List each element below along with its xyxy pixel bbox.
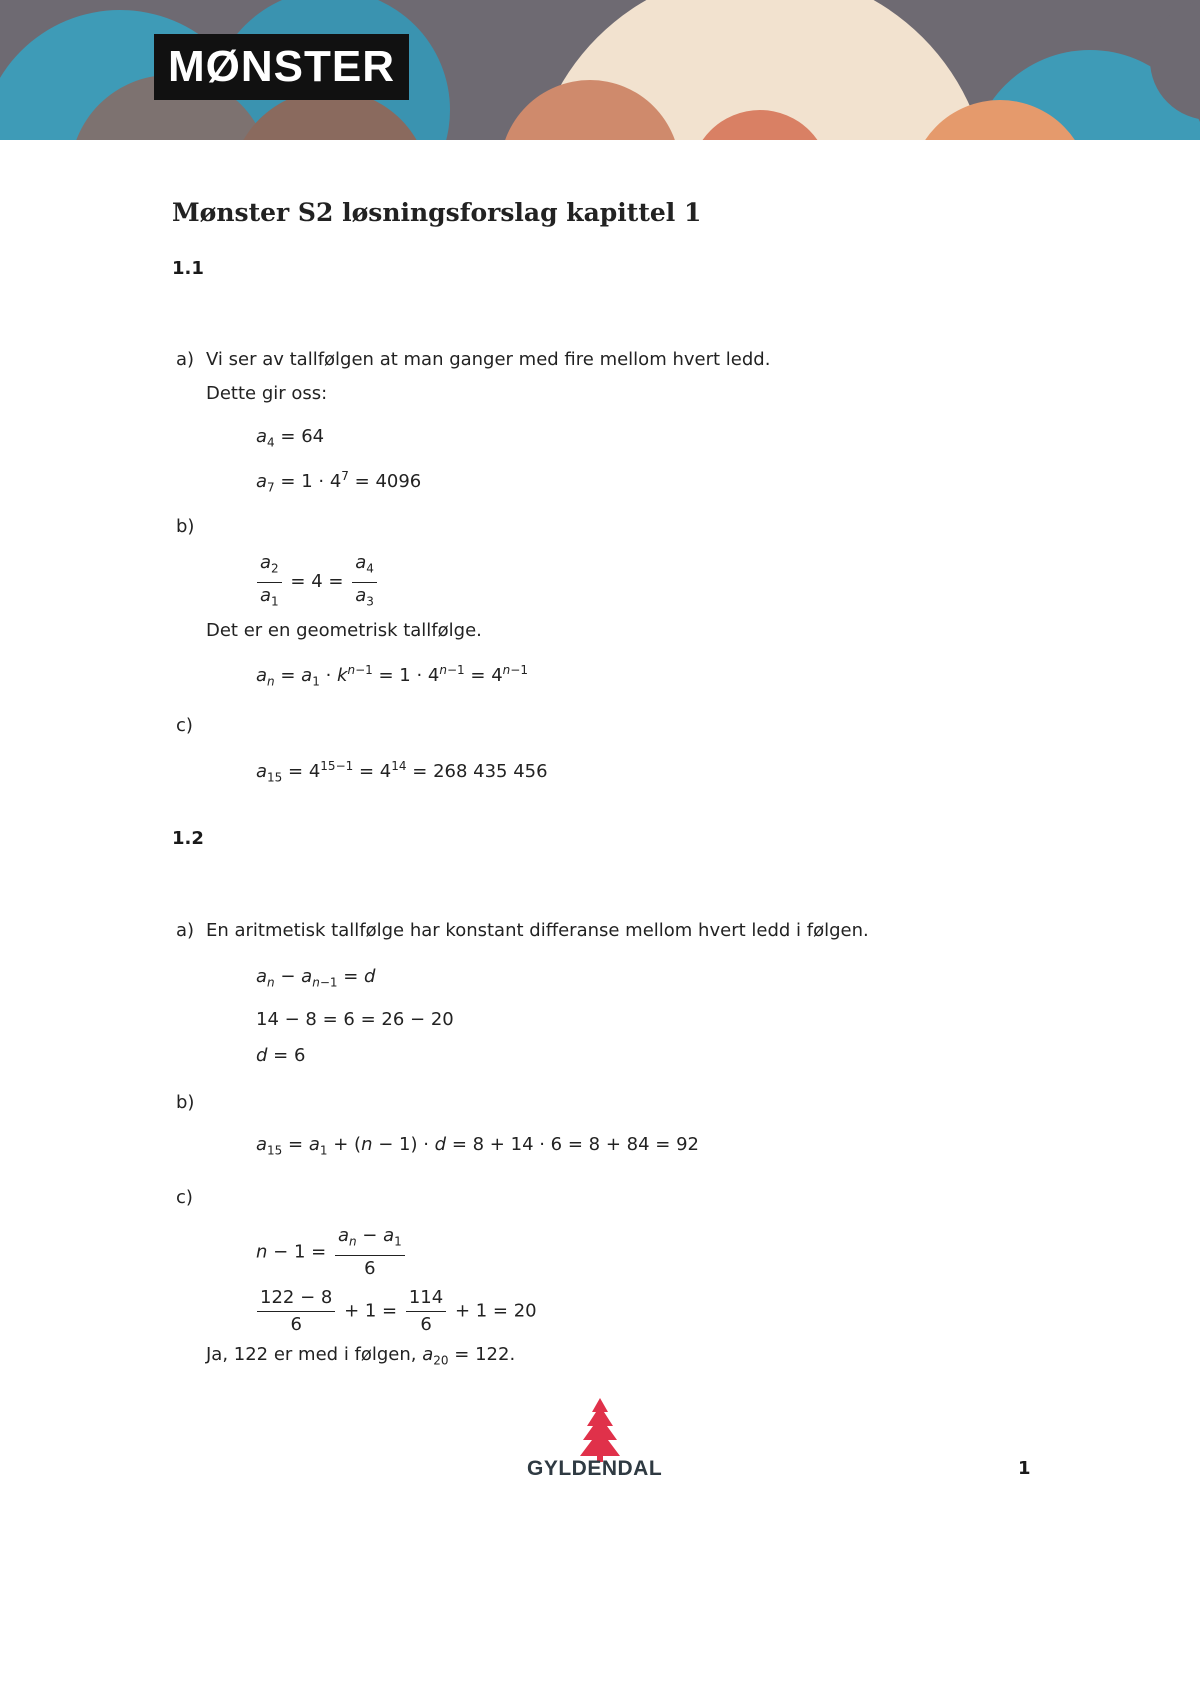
text-1-1-b: Det er en geometrisk tallfølge. [206,620,482,641]
label-1-1-b: b) [176,516,195,537]
conclusion-pre: Ja, 122 er med i følgen, [206,1344,417,1365]
section-heading-1-2: 1.2 [172,828,204,849]
label-1-1-a: a) [176,349,195,370]
eq-ratio: $\frac{a_2}{a_1}$ = 4 = $\frac{a_4}{a_3}$ [254,552,380,612]
monster-logo: MØNSTER [154,34,409,100]
label-1-2-c: c) [176,1187,193,1208]
header-banner [0,0,1200,140]
page-title: Mønster S2 løsningsforslag kapittel 1 [172,198,702,227]
eq-a15-geo: $a_{15} = 4^{15-1} = 4^{14} = 268$ 435 456 [256,759,548,785]
page-number: 1 [1018,1458,1031,1479]
eq-n-minus-1: n − 1 = $\frac{a_n - a_1}{6}$ [256,1225,408,1280]
text-1-1-a: Vi ser av tallfølgen at man ganger med fire mellom hvert ledd. [206,349,771,370]
text-1-1-a-2: Dette gir oss: [206,383,328,404]
label-1-2-a: a) [176,920,195,941]
label-1-1-c: c) [176,715,193,736]
eq-diff: $a_n - a_{n-1} = d$ [256,966,376,990]
eq-an-general: $a_n = a_1 \cdot k^{n-1} = 1 \cdot 4^{n-1} = 4^{n-1}$ [256,663,528,689]
eq-n-calc: $\frac{122 - 8}{6}$ + 1 = $\frac{114}{6}$ + 1 = 20 [254,1287,537,1336]
text-1-2-a: En aritmetisk tallfølge har konstant differanse mellom hvert ledd i følgen. [206,920,869,941]
a15-value: 268 435 456 [433,761,548,782]
gyldendal-wordmark: GYLDENDAL [527,1457,663,1480]
eq-diff-values: 14 − 8 = 6 = 26 − 20 [256,1009,454,1030]
conclusion-post: = 122. [454,1344,516,1365]
eq-a4: $a_4 = 64$ [256,426,325,450]
section-heading-1-1: 1.1 [172,258,204,279]
eq-d: d = 6 [256,1045,306,1066]
eq-a7: $a_7 = 1 \cdot 4^7 = 4096$ [256,469,422,495]
text-1-2-c-conclusion: Ja, 122 er med i følgen, $a_{20} = 122$. [206,1344,516,1368]
eq-a15-arith: $a_{15} = a_1 + (n - 1) \cdot d = 8 + 14 \cdot 6 = 8 + 84 = 92$ [256,1134,699,1158]
label-1-2-b: b) [176,1092,195,1113]
